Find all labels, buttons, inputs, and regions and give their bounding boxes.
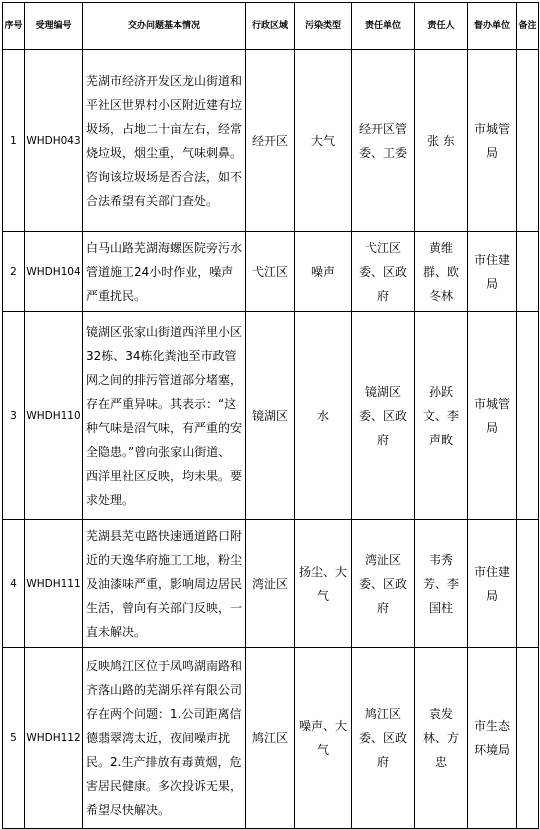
cell-seq: 1 xyxy=(3,50,25,232)
cell-supervisor: 市生态环境局 xyxy=(468,648,517,829)
cell-seq: 5 xyxy=(3,648,25,829)
table-row xyxy=(3,312,539,520)
cell-unit: 鸠江区委、区政府 xyxy=(352,648,415,829)
cell-person: 袁发林、方 忠 xyxy=(415,648,468,829)
cell-pollution: 扬尘、大气 xyxy=(295,520,352,648)
cell-pollution: 噪声 xyxy=(295,232,352,312)
cell-unit: 湾沚区委、区政府 xyxy=(352,520,415,648)
cell-pollution: 水 xyxy=(295,312,352,520)
header-seq: 序号 xyxy=(3,3,25,50)
cell-seq: 4 xyxy=(3,520,25,648)
cell-person: 韦秀芳、李国柱 xyxy=(415,520,468,648)
cell-desc: 白马山路芜湖海螺医院旁污水管道施工24小时作业，噪声严重扰民。 xyxy=(83,232,246,312)
cell-note xyxy=(517,50,539,232)
table-row xyxy=(3,520,539,648)
cell-person: 孙跃文、李声畋 xyxy=(415,312,468,520)
cell-note xyxy=(517,312,539,520)
cell-note xyxy=(517,520,539,648)
header-pollution: 污染类型 xyxy=(295,3,352,50)
cell-unit: 镜湖区委、区政府 xyxy=(352,312,415,520)
cell-district: 经开区 xyxy=(246,50,295,232)
header-row xyxy=(3,3,539,50)
table-row xyxy=(3,50,539,232)
cell-district: 镜湖区 xyxy=(246,312,295,520)
header-unit: 责任单位 xyxy=(352,3,415,50)
cell-desc: 芜湖市经济开发区龙山街道和平社区世界村小区附近建有垃圾场，占地二十亩左右，经常烧垃圾，烟尘重，气味刺鼻。咨询该垃圾场是否合法，如不合法希望有关部门查处。 xyxy=(83,50,246,232)
header-supervisor: 督办单位 xyxy=(468,3,517,50)
cell-supervisor: 市城管局 xyxy=(468,312,517,520)
header-person: 责任人 xyxy=(415,3,468,50)
cell-supervisor: 市城管局 xyxy=(468,50,517,232)
cell-desc: 反映鸠江区位于凤鸣湖南路和齐落山路的芜湖乐祥有限公司存在两个问题：1.公司距离信德翡翠湾太近，夜间噪声扰民。2.生产排放有毒黄烟，危害居民健康。多次投诉无果，希望尽快解决。 xyxy=(83,648,246,829)
cell-supervisor: 市住建局 xyxy=(468,232,517,312)
cell-seq: 3 xyxy=(3,312,25,520)
header-district: 行政区域 xyxy=(246,3,295,50)
cell-district: 鸠江区 xyxy=(246,648,295,829)
cell-note xyxy=(517,648,539,829)
header-code: 受理编号 xyxy=(25,3,83,50)
cell-code: WHDH110 xyxy=(25,312,83,520)
table-row xyxy=(3,232,539,312)
header-note: 备注 xyxy=(517,3,539,50)
cell-supervisor: 市住建局 xyxy=(468,520,517,648)
cell-seq: 2 xyxy=(3,232,25,312)
complaint-table xyxy=(2,2,539,829)
cell-desc: 镜湖区张家山街道西洋里小区32栋、34栋化粪池至市政管网之间的排污管道部分堵塞，存在严重异味。其表示：“这种气味是沼气味，有严重的安全隐患。”曾向张家山街道、西洋里社区反映，均未果。要求处理。 xyxy=(83,312,246,520)
cell-code: WHDH112 xyxy=(25,648,83,829)
cell-person: 张 东 xyxy=(415,50,468,232)
cell-district: 弋江区 xyxy=(246,232,295,312)
cell-code: WHDH104 xyxy=(25,232,83,312)
cell-code: WHDH111 xyxy=(25,520,83,648)
cell-code: WHDH043 xyxy=(25,50,83,232)
cell-person: 黄维群、欧冬林 xyxy=(415,232,468,312)
table-row xyxy=(3,648,539,829)
cell-unit: 经开区管委、工委 xyxy=(352,50,415,232)
cell-unit: 弋江区委、区政府 xyxy=(352,232,415,312)
cell-pollution: 大气 xyxy=(295,50,352,232)
cell-note xyxy=(517,232,539,312)
header-desc: 交办问题基本情况 xyxy=(83,3,246,50)
cell-district: 湾沚区 xyxy=(246,520,295,648)
cell-pollution: 噪声、大气 xyxy=(295,648,352,829)
cell-desc: 芜湖县芜屯路快速通道路口附近的天逸华府施工工地，粉尘及油漆味严重，影响周边居民生活，曾向有关部门反映，一直未解决。 xyxy=(83,520,246,648)
